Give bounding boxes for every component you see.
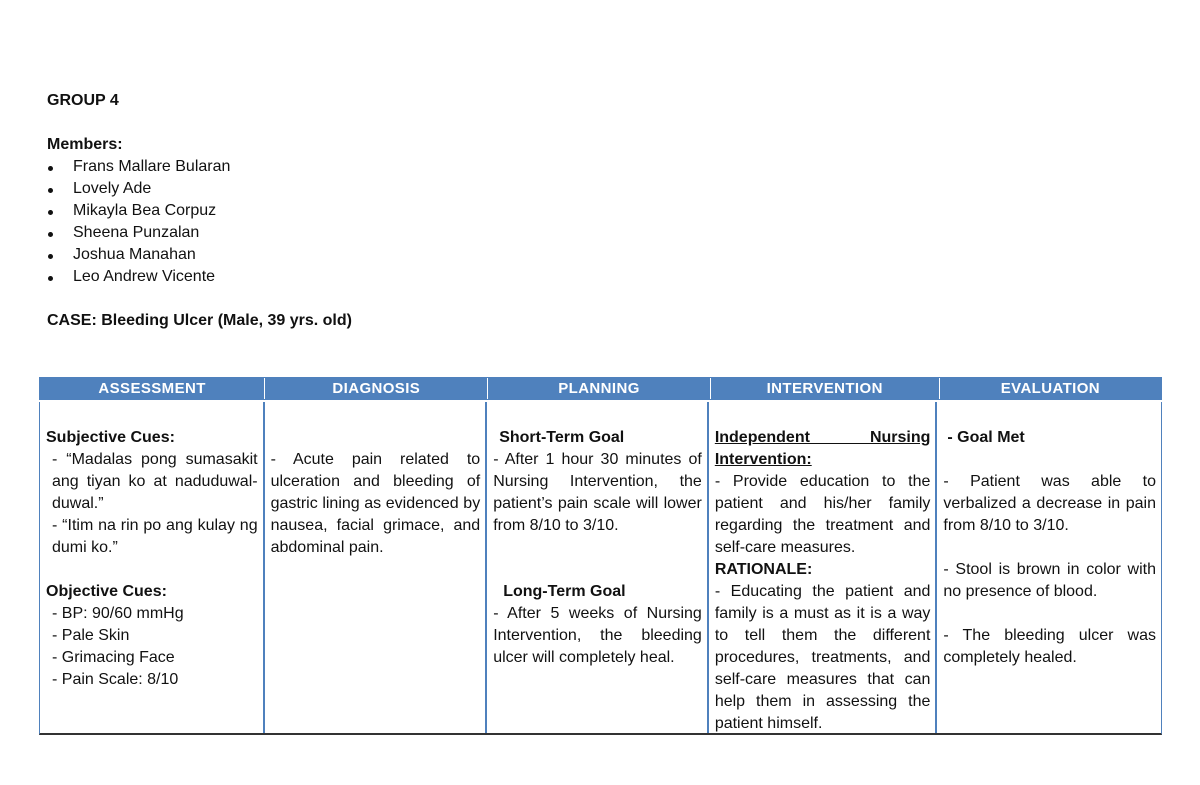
evaluation-item: - The bleeding ulcer was completely healed. xyxy=(943,627,1156,666)
diagnosis-cell xyxy=(265,402,488,733)
header-evaluation: EVALUATION xyxy=(1000,380,1101,397)
long-term-goal-text: - After 5 weeks of Nursing Intervention, the bleeding ulcer will completely heal. xyxy=(493,605,702,666)
header-intervention: INTERVENTION xyxy=(711,378,940,399)
subjective-cue: - “Madalas pong sumasakit ang tiyan ko at naduduwal-duwal.” xyxy=(52,451,258,512)
group-title: GROUP 4 xyxy=(47,92,119,109)
subjective-cue: - “Itim na rin po ang kulay ng dumi ko.” xyxy=(52,517,258,556)
list-item: Lovely Ade xyxy=(47,178,747,200)
rationale-label: RATIONALE: xyxy=(714,561,813,578)
short-term-goal-label: Short-Term Goal xyxy=(499,429,625,446)
planning-cell xyxy=(487,402,709,733)
objective-cue: - Pale Skin xyxy=(52,627,130,644)
goal-met-label: - Goal Met xyxy=(947,429,1025,446)
subjective-cues-label: Subjective Cues: xyxy=(46,429,175,446)
objective-cues-label: Objective Cues: xyxy=(46,583,167,600)
member-list xyxy=(47,156,747,288)
diagnosis-text: - Acute pain related to ulceration and bleeding of gastric lining as evidenced by nausea, facial grimace, and abdominal pain. xyxy=(270,451,481,556)
objective-cue: - Grimacing Face xyxy=(52,649,175,666)
evaluation-cell xyxy=(937,402,1161,733)
nursing-care-plan-table xyxy=(39,377,1162,735)
header-planning: PLANNING xyxy=(488,378,710,399)
table-body-row xyxy=(39,402,1162,735)
header-assessment: ASSESSMENT xyxy=(40,378,265,399)
intervention-cell xyxy=(709,402,938,733)
list-item: Joshua Manahan xyxy=(47,244,747,266)
list-item: Sheena Punzalan xyxy=(47,222,747,244)
table-header-row xyxy=(39,377,1162,400)
members-label: Members: xyxy=(47,136,123,153)
case-title: CASE: Bleeding Ulcer (Male, 39 yrs. old) xyxy=(47,312,352,329)
header-diagnosis: DIAGNOSIS xyxy=(265,378,488,399)
list-item: Mikayla Bea Corpuz xyxy=(47,200,747,222)
short-term-goal-text: - After 1 hour 30 minutes of Nursing Intervention, the patient’s pain scale will lower from 8/10 to 3/10. xyxy=(493,451,702,534)
evaluation-item: - Patient was able to verbalized a decrease in pain from 8/10 to 3/10. xyxy=(943,473,1156,534)
evaluation-item: - Stool is brown in color with no presence of blood. xyxy=(943,561,1156,600)
document-header xyxy=(47,90,747,332)
objective-cue: - BP: 90/60 mmHg xyxy=(52,605,184,622)
independent-intervention-label: Independent Nursing Intervention: xyxy=(714,429,931,468)
assessment-cell xyxy=(40,402,265,733)
rationale-text: - Educating the patient and family is a must as it is a way to tell them the different procedures, treatments, and self-care measures that can help them in assessing the patient himself. xyxy=(714,583,931,732)
objective-cue: - Pain Scale: 8/10 xyxy=(52,671,179,688)
list-item: Frans Mallare Bularan xyxy=(47,156,747,178)
list-item: Leo Andrew Vicente xyxy=(47,266,747,288)
intervention-text: - Provide education to the patient and his/her family regarding the treatment and self-care measures. xyxy=(714,473,931,556)
long-term-goal-label: Long-Term Goal xyxy=(503,583,626,600)
